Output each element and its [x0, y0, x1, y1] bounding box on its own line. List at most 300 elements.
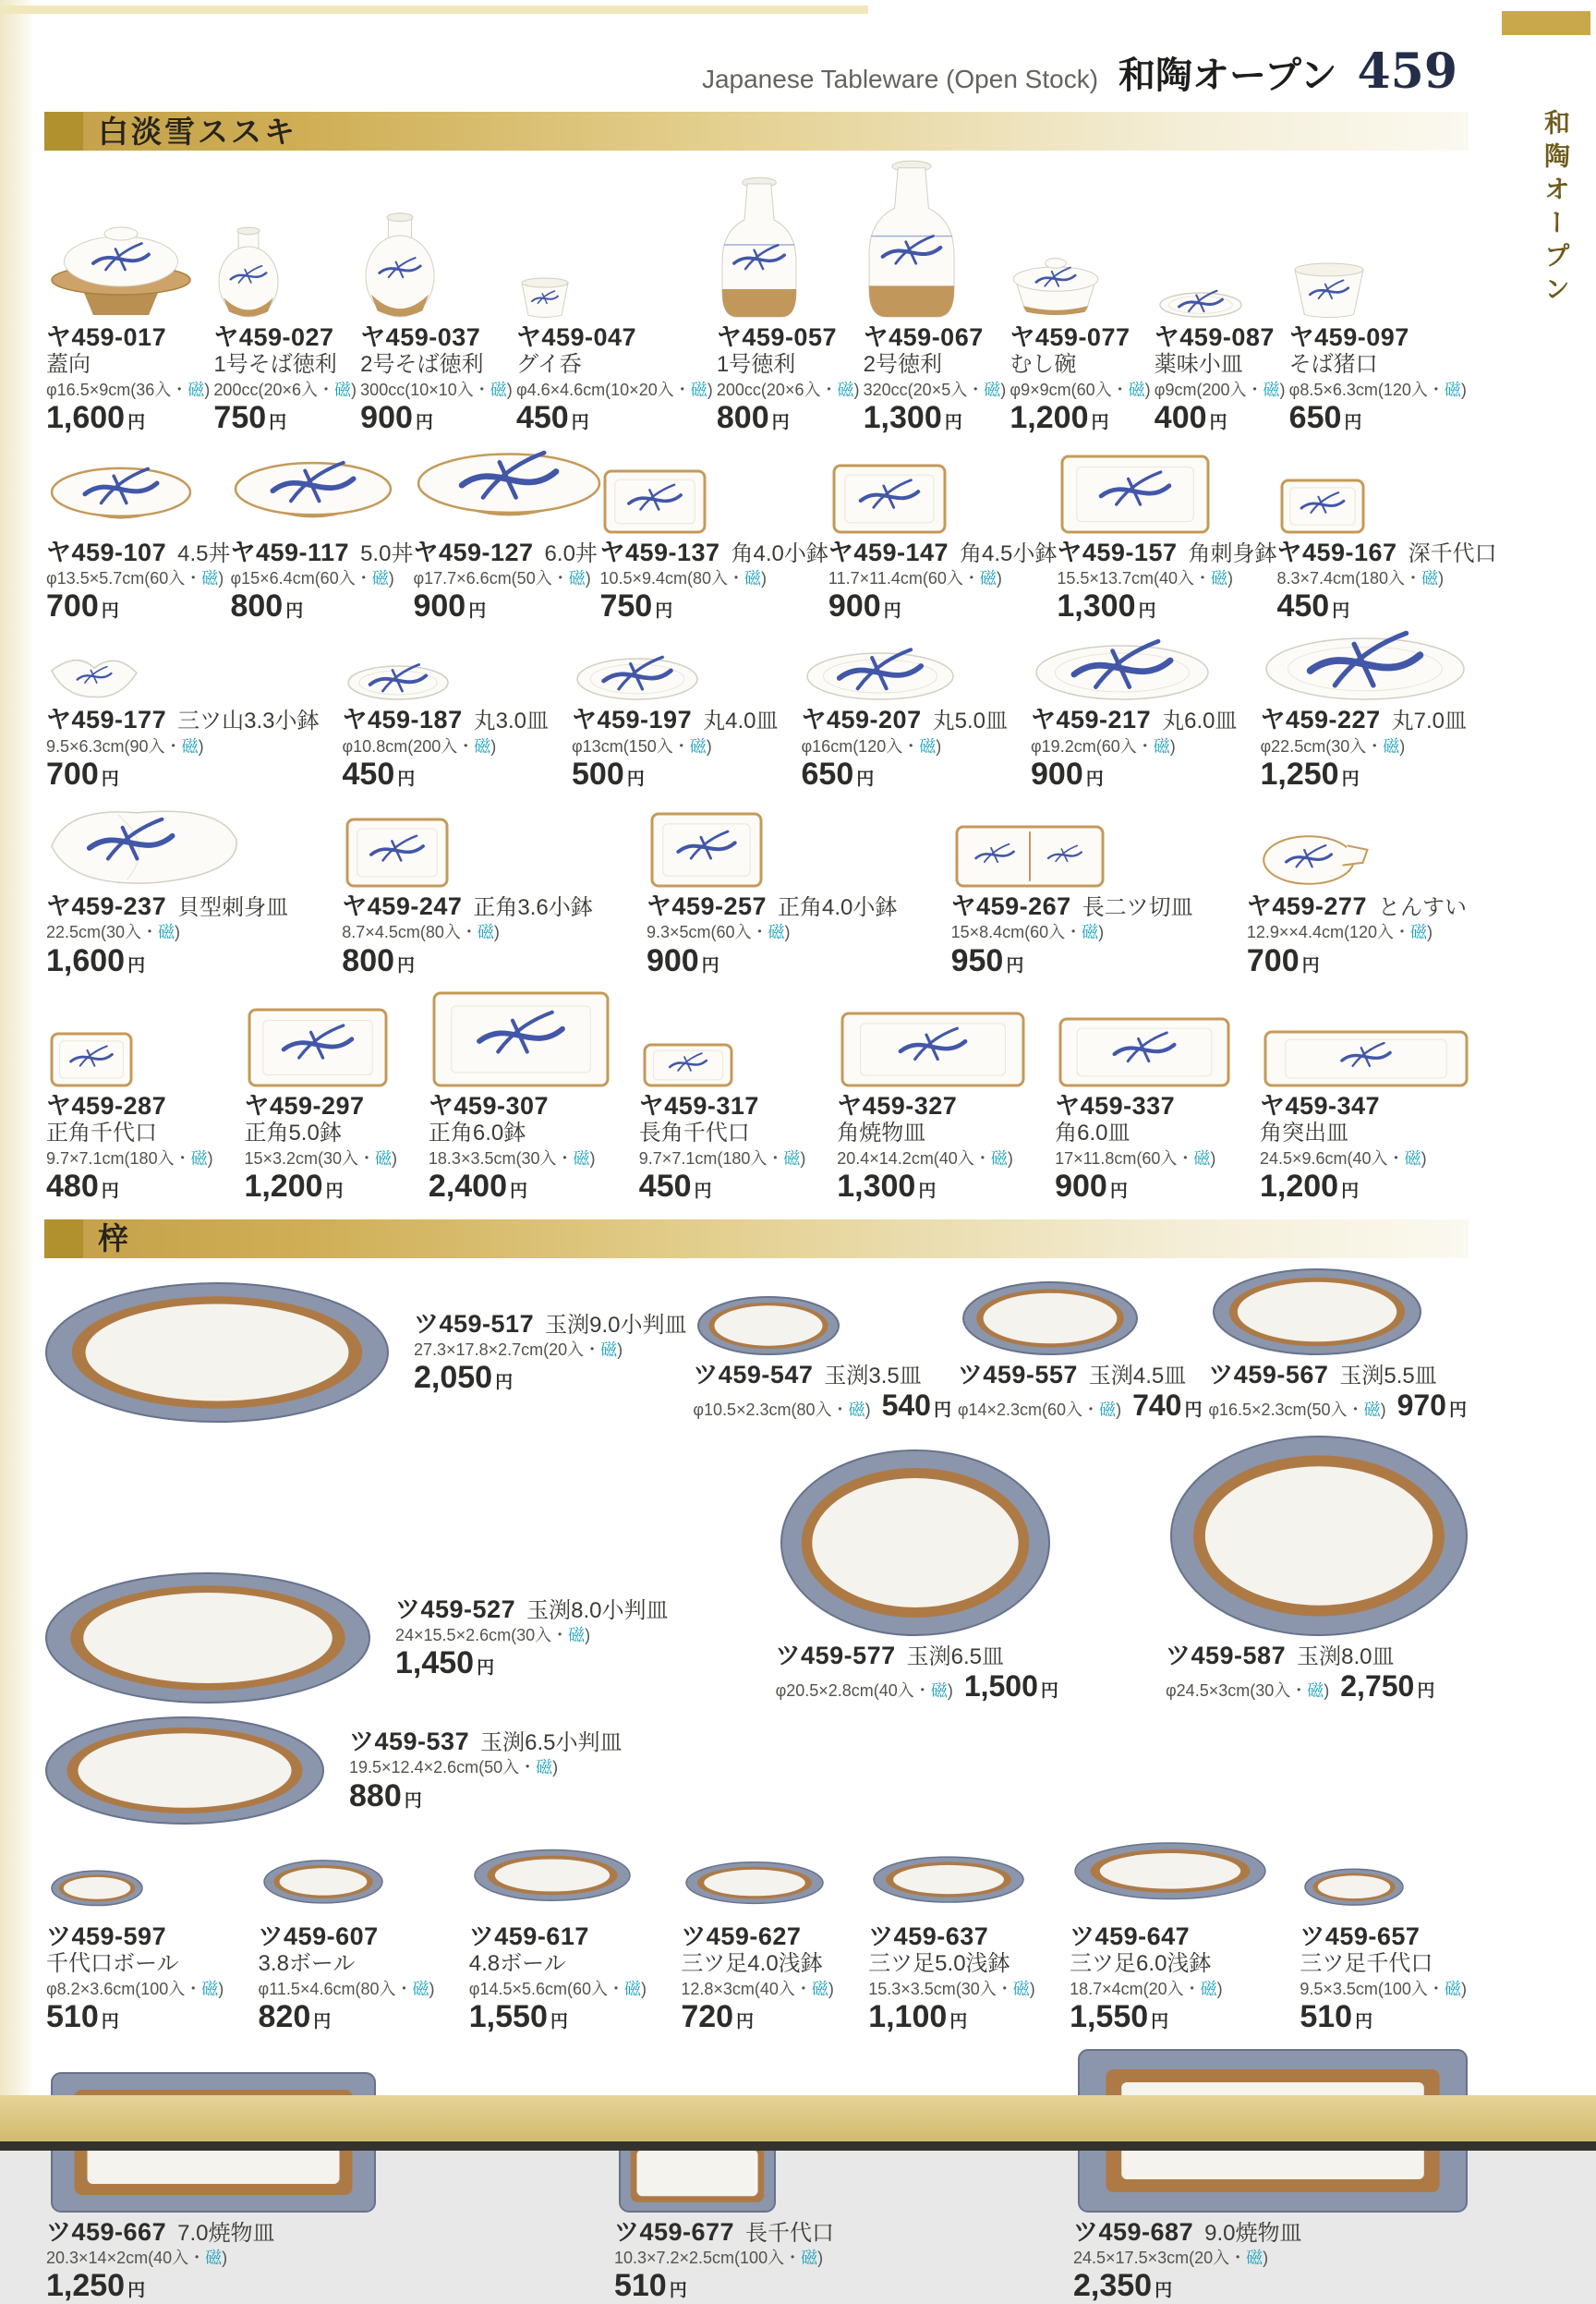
product-card: [693, 1297, 951, 1422]
price-number: 650: [1288, 400, 1342, 436]
product-size: 9.5×6.3cm(90入・磁): [46, 736, 204, 756]
product-price: [882, 1389, 951, 1422]
price-number: 510: [613, 2268, 667, 2304]
product-card: [46, 224, 210, 436]
product-photo: [46, 1717, 323, 1824]
product-name: 玉渕5.5皿: [1339, 1363, 1437, 1388]
product-card: [1070, 1838, 1265, 2035]
porcelain-mark: 磁: [1404, 1148, 1421, 1168]
product-size: 18.3×3.5cm(30入・磁): [428, 1148, 596, 1168]
product-price: [46, 589, 230, 624]
product-code-line: [395, 1595, 668, 1624]
price-number: 700: [46, 588, 99, 625]
porcelain-mark: 磁: [474, 736, 491, 756]
yen-suffix: 円: [510, 1182, 528, 1202]
product-price: [614, 2269, 834, 2303]
product-card: [1260, 1032, 1467, 1205]
product-card: [413, 451, 599, 625]
product-name: 玉渕3.5皿: [824, 1363, 922, 1388]
yen-suffix: 円: [1151, 2012, 1169, 2032]
porcelain-mark: 磁: [1383, 736, 1400, 756]
product-code-line: [46, 1922, 224, 1951]
price-number: 1,300: [1057, 588, 1136, 625]
product-text: [1261, 706, 1467, 792]
product-photo: [475, 1846, 647, 1916]
product-price: [951, 944, 1193, 978]
product-code: ヤ459-207: [801, 706, 922, 734]
price-number: 1,550: [468, 1999, 548, 2035]
product-name: 9.0焼物皿: [1204, 2220, 1302, 2246]
section-band-susuki: [44, 112, 1469, 151]
product-text: [46, 892, 288, 978]
footer-edge: [0, 2141, 1596, 2151]
yen-suffix: 円: [1341, 769, 1360, 789]
product-row: [46, 1269, 1467, 1422]
product-price: [1261, 758, 1467, 792]
product-card: [213, 229, 357, 436]
product-price: [1397, 1389, 1467, 1422]
product-text: [1055, 1092, 1228, 1205]
price-number: 900: [1055, 1169, 1107, 1205]
product-size: φ15×6.4cm(60入・磁): [230, 568, 394, 588]
product-code-line: [46, 539, 230, 567]
product-name: 玉渕4.5皿: [1088, 1363, 1187, 1388]
product-code: ヤ459-197: [572, 706, 693, 734]
product-code-line: [958, 1361, 1203, 1389]
product-card: [46, 1717, 622, 1824]
yen-suffix: 円: [1341, 1182, 1360, 1202]
product-code: ヤ459-027: [213, 323, 334, 351]
header-japanese: 和陶オープン: [1118, 54, 1337, 97]
yen-suffix: 円: [1209, 413, 1227, 433]
product-code-line: [828, 539, 1057, 567]
product-name: 三ツ足千代口: [1300, 1951, 1433, 1977]
product-size: φ9×9cm(60入・磁): [1010, 380, 1151, 399]
product-photo: [1295, 263, 1467, 317]
product-name: 角4.0小鉢: [731, 540, 828, 566]
product-card: [46, 806, 288, 978]
product-size: 11.7×11.4cm(60入・磁): [828, 568, 1002, 588]
porcelain-mark: 磁: [1307, 1681, 1324, 1701]
yen-suffix: 円: [1040, 1681, 1058, 1702]
price-number: 450: [1276, 588, 1330, 625]
porcelain-mark: 磁: [1363, 1400, 1381, 1419]
product-size: φ9cm(200入・磁): [1154, 380, 1286, 399]
yen-suffix: 円: [571, 413, 589, 433]
product-name: 丸6.0皿: [1162, 709, 1238, 734]
product-name: 貝型刺身皿: [177, 895, 289, 921]
oval-icon: [46, 1283, 388, 1422]
product-photo: [219, 229, 357, 317]
product-text: [516, 323, 713, 436]
product-size: 15×8.4cm(60入・磁): [950, 923, 1105, 942]
product-card: [1057, 456, 1276, 625]
product-size: φ16.5×2.3cm(50入・磁): [1208, 1400, 1386, 1419]
product-name: 3.8ボール: [258, 1951, 356, 1977]
top-accent-strip: [0, 6, 868, 14]
product-photo: [1252, 834, 1467, 886]
product-name: 長角千代口: [638, 1121, 750, 1146]
product-card: [828, 466, 1057, 625]
section-band-azusa: [44, 1219, 1469, 1258]
product-text: [837, 1092, 1023, 1205]
product-price: [1132, 1389, 1202, 1422]
product-code: ツ459-527: [395, 1595, 516, 1623]
price-number: 880: [349, 1777, 402, 1813]
porcelain-mark: 磁: [690, 380, 707, 399]
product-card: [342, 819, 592, 978]
product-price: [46, 758, 319, 792]
product-photo: [874, 1853, 1035, 1916]
product-code: ツ459-537: [349, 1728, 470, 1756]
product-card: [1073, 2050, 1467, 2304]
page-edge-shading: [0, 0, 31, 2151]
product-name: 長千代口: [745, 2220, 835, 2246]
product-code: ヤ459-337: [1055, 1092, 1176, 1121]
product-photo: [52, 1868, 224, 1916]
product-text: [717, 323, 860, 436]
product-name: 蓋向: [46, 352, 91, 378]
yen-suffix: 円: [101, 2012, 119, 2032]
product-card: [1247, 834, 1467, 978]
product-name: 1号そば徳利: [213, 352, 337, 378]
product-size: 10.3×7.2×2.5cm(100入・磁): [613, 2248, 824, 2267]
plate-icon: [1266, 638, 1464, 699]
square-icon: [249, 1010, 386, 1085]
product-photo: [842, 1013, 1023, 1085]
product-card: [469, 1846, 647, 2035]
product-size: 12.8×3cm(40入・磁): [681, 1980, 834, 1999]
square-icon: [605, 471, 705, 532]
product-text: [414, 1310, 686, 1396]
product-code-line: [1261, 706, 1467, 734]
product-text: [360, 323, 513, 436]
product-code: ヤ459-347: [1259, 1092, 1381, 1121]
product-size: 9.5×3.5cm(100入・磁): [1300, 1980, 1467, 1999]
product-code: ヤ459-117: [230, 538, 350, 566]
price-number: 510: [1300, 1999, 1353, 2035]
porcelain-mark: 磁: [1444, 1980, 1461, 1999]
bowl-icon: [52, 466, 190, 532]
product-text: [1031, 706, 1237, 792]
product-text: [46, 1922, 224, 2035]
product-row: [46, 1838, 1467, 2035]
porcelain-mark: 磁: [811, 1980, 828, 1999]
product-code: ツ459-597: [46, 1922, 167, 1951]
product-price: [46, 944, 288, 978]
az-plate-icon: [963, 1282, 1137, 1354]
product-text: [1276, 539, 1496, 625]
product-code-line: [343, 706, 549, 734]
product-code: ツ459-667: [46, 2217, 167, 2246]
product-text: [1208, 1361, 1467, 1422]
yen-suffix: 円: [1448, 1400, 1467, 1420]
price-number: 1,450: [395, 1645, 475, 1681]
product-name: 4.8ボール: [468, 1951, 566, 1977]
product-text: [213, 323, 357, 436]
product-text: [46, 2218, 375, 2304]
product-text: [1155, 323, 1286, 436]
product-card: [951, 827, 1193, 978]
product-card: [46, 1034, 213, 1205]
product-price: [46, 1170, 213, 1204]
yen-suffix: 円: [918, 1182, 937, 1202]
product-price: [717, 401, 860, 435]
product-size: φ10.5×2.3cm(80入・磁): [693, 1400, 871, 1419]
product-photo: [1282, 480, 1496, 532]
porcelain-mark: 磁: [984, 380, 1001, 399]
product-price: [802, 758, 1008, 792]
product-code: ヤ459-217: [1031, 706, 1152, 734]
yen-suffix: 円: [397, 955, 416, 976]
product-name: 丸4.0皿: [703, 709, 779, 734]
price-number: 970: [1396, 1388, 1446, 1422]
product-size: φ14×2.3cm(60入・磁): [957, 1400, 1122, 1419]
product-price: [343, 758, 549, 792]
product-text: [413, 539, 599, 625]
porcelain-mark: 磁: [1082, 923, 1099, 942]
porcelain-mark: 磁: [375, 1148, 393, 1168]
product-size: φ10.8cm(200入・磁): [342, 736, 497, 756]
product-size: φ17.7×6.6cm(50入・磁): [413, 568, 591, 588]
product-size: 9.3×5cm(60入・磁): [646, 923, 791, 942]
yen-suffix: 円: [468, 601, 487, 622]
product-text: [614, 2218, 834, 2304]
product-code: ツ459-687: [1073, 2217, 1194, 2246]
product-code: ツ459-637: [868, 1922, 989, 1951]
product-card: [343, 666, 549, 792]
product-name: 三ツ山3.3小鉢: [177, 709, 320, 734]
yen-suffix: 円: [1006, 955, 1024, 976]
product-price: [1276, 589, 1496, 624]
product-size: φ19.2cm(60入・磁): [1031, 736, 1176, 756]
product-code-line: [681, 1922, 834, 1951]
az-plate-icon: [1171, 1437, 1467, 1635]
product-card: [516, 278, 713, 436]
product-price: [230, 589, 413, 624]
product-photo: [605, 471, 828, 532]
product-code: ヤ459-277: [1246, 892, 1367, 921]
product-text: [46, 1092, 213, 1205]
product-card: [46, 466, 230, 625]
page-header: [0, 0, 1596, 108]
product-price: [429, 1170, 608, 1204]
square-icon: [52, 1034, 131, 1085]
product-price: [1073, 2269, 1467, 2303]
az-bowl-icon: [52, 1868, 142, 1916]
product-code-line: [1057, 539, 1276, 567]
product-photo: [781, 1450, 1058, 1635]
price-number: 1,600: [46, 400, 126, 436]
product-name: 長二ツ切皿: [1082, 895, 1193, 921]
footer-band: [0, 2095, 1596, 2141]
product-code: ツ459-627: [681, 1922, 802, 1951]
yen-suffix: 円: [1332, 601, 1350, 622]
yen-suffix: 円: [655, 601, 673, 622]
product-photo: [236, 460, 413, 532]
yen-suffix: 円: [669, 2281, 687, 2301]
product-photo: [1015, 256, 1150, 317]
porcelain-mark: 磁: [1246, 2248, 1264, 2267]
lidded-cup-icon: [1015, 256, 1096, 317]
product-code: ヤ459-067: [863, 323, 984, 351]
yen-suffix: 円: [944, 413, 962, 433]
az-plate-icon: [1214, 1269, 1421, 1354]
price-number: 1,300: [837, 1169, 916, 1205]
product-photo: [686, 1859, 834, 1916]
square-icon: [347, 819, 447, 886]
porcelain-mark: 磁: [783, 1148, 801, 1168]
product-name: 千代口ボール: [46, 1951, 179, 1977]
product-size: φ24.5×3cm(30入・磁): [1166, 1681, 1330, 1701]
product-row: [46, 1717, 1467, 1824]
product-card: [360, 215, 513, 436]
product-name: 三ツ足4.0浅鉢: [681, 1951, 823, 1977]
plate-icon: [348, 666, 448, 699]
plate-icon: [577, 659, 697, 699]
product-code-line: [516, 323, 713, 352]
porcelain-mark: 磁: [334, 380, 351, 399]
product-photo: [652, 814, 897, 886]
price-number: 900: [413, 588, 466, 625]
price-number: 750: [213, 400, 267, 436]
product-code-line: [614, 2218, 834, 2247]
price-number: 1,250: [1260, 756, 1339, 792]
product-code: ヤ459-257: [646, 892, 768, 921]
product-photo: [52, 224, 210, 317]
product-price: [1247, 944, 1467, 978]
product-card: [572, 659, 778, 792]
product-size: 24×15.5×2.6cm(30入・磁): [395, 1625, 591, 1644]
product-size: 15.5×13.7cm(40入・磁): [1057, 568, 1233, 588]
divided-icon: [957, 827, 1103, 886]
cup-icon: [1295, 263, 1363, 317]
product-price: [1057, 589, 1276, 624]
az-bowl-icon: [264, 1857, 382, 1916]
product-size: φ22.5cm(30入・磁): [1260, 736, 1406, 756]
product-name: そば猪口: [1288, 352, 1378, 378]
price-number: 510: [46, 1999, 99, 2035]
product-text: [868, 1922, 1035, 2035]
product-text: [46, 706, 319, 792]
product-card: [776, 1450, 1058, 1703]
product-price: [213, 401, 357, 435]
product-code-line: [414, 1310, 686, 1339]
product-code-line: [776, 1642, 1058, 1670]
product-card: [639, 1045, 806, 1205]
product-card: [1155, 293, 1286, 436]
plate-icon: [1160, 293, 1241, 317]
product-name: 正角4.0小鉢: [778, 895, 898, 921]
product-name: 三ツ足5.0浅鉢: [868, 1951, 1010, 1977]
product-text: [951, 892, 1193, 978]
product-photo: [1160, 293, 1286, 317]
product-photo: [418, 451, 599, 532]
lidded-bowl-icon: [52, 224, 190, 317]
product-price: [349, 1779, 622, 1813]
product-size: 15.3×3.5cm(30入・磁): [868, 1980, 1035, 1999]
product-card: [259, 1857, 435, 2035]
page-number: 459: [1357, 43, 1457, 100]
product-card: [864, 162, 1007, 436]
price-number: 1,200: [244, 1169, 323, 1205]
product-photo: [1214, 1269, 1467, 1354]
porcelain-mark: 磁: [158, 923, 175, 942]
tri-bowl-icon: [52, 651, 137, 699]
product-price: [413, 589, 599, 624]
tonsui-icon: [1252, 834, 1365, 886]
product-code-line: [1276, 539, 1496, 567]
shell-icon: [52, 806, 240, 886]
porcelain-mark: 磁: [600, 1340, 618, 1359]
product-text: [828, 539, 1057, 625]
product-card: [46, 1573, 668, 1703]
bowl-icon: [418, 451, 599, 532]
yen-suffix: 円: [477, 1658, 495, 1679]
price-number: 800: [230, 588, 284, 625]
product-photo: [522, 278, 713, 317]
product-price: [46, 2000, 224, 2034]
porcelain-mark: 磁: [744, 568, 762, 588]
porcelain-mark: 磁: [1200, 1980, 1217, 1999]
product-size-price-line: [776, 1670, 1058, 1703]
price-number: 950: [950, 942, 1004, 978]
product-photo: [52, 466, 230, 532]
product-text: [1300, 1922, 1467, 2035]
porcelain-mark: 磁: [371, 568, 389, 588]
product-photo: [1266, 638, 1467, 699]
product-photo: [366, 215, 513, 317]
product-text: [349, 1728, 622, 1813]
product-card: [1289, 263, 1467, 436]
product-code: ツ459-577: [775, 1641, 896, 1669]
product-name: 角焼物皿: [837, 1121, 926, 1146]
product-price: [964, 1670, 1058, 1703]
az-bowl-icon: [874, 1853, 1023, 1916]
porcelain-mark: 磁: [990, 1148, 1008, 1168]
price-number: 480: [46, 1169, 99, 1205]
product-price: [1300, 2000, 1467, 2034]
product-code: ヤ459-077: [1010, 323, 1130, 351]
product-size-price-line: [958, 1389, 1203, 1422]
product-code: ヤ459-247: [342, 892, 463, 921]
price-number: 1,300: [863, 400, 942, 436]
product-code: ヤ459-227: [1260, 706, 1381, 734]
price-number: 820: [258, 1999, 311, 2035]
product-price: [837, 1170, 1023, 1204]
price-number: 1,200: [1010, 400, 1089, 436]
product-size: 22.5cm(30入・磁): [46, 923, 181, 942]
porcelain-mark: 磁: [205, 2248, 223, 2267]
product-row: [46, 1437, 1467, 1703]
product-code: ヤ459-267: [950, 892, 1071, 921]
product-price: [572, 758, 778, 792]
product-photo: [46, 1283, 388, 1422]
yen-suffix: 円: [127, 413, 146, 433]
square-icon: [834, 466, 945, 532]
price-number: 1,250: [46, 2268, 126, 2304]
tall-bottle-icon: [869, 162, 954, 317]
product-text: [1289, 323, 1467, 436]
yen-suffix: 円: [269, 413, 287, 433]
price-number: 450: [515, 400, 569, 436]
product-code: ヤ459-287: [46, 1092, 167, 1121]
porcelain-mark: 磁: [201, 1980, 219, 1999]
plate-icon: [807, 653, 953, 699]
product-price: [639, 1170, 806, 1204]
product-card: [802, 653, 1008, 792]
product-name: 玉渕9.0小判皿: [545, 1312, 687, 1338]
